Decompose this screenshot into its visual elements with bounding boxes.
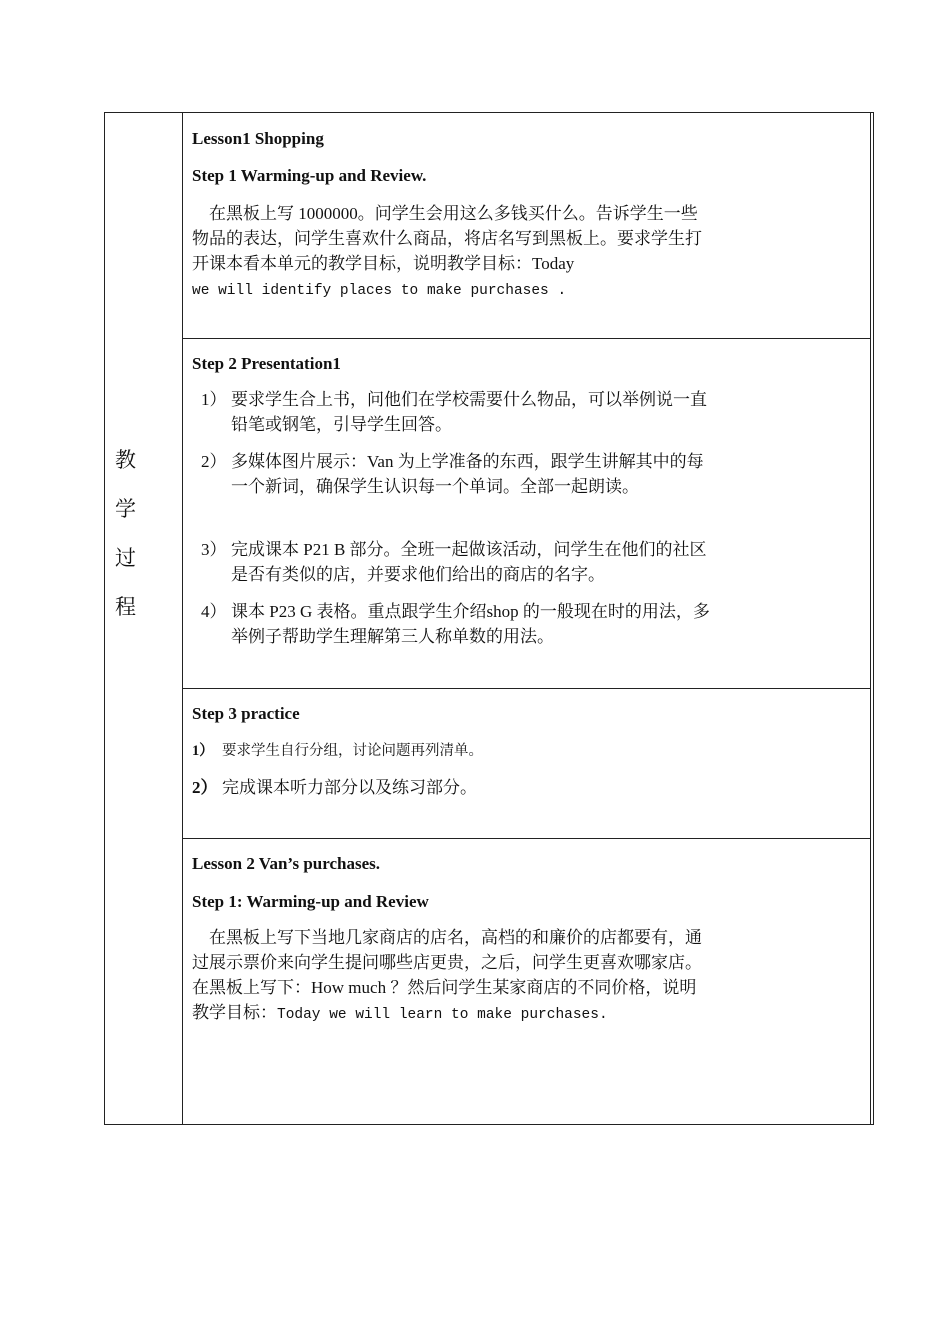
lesson2-paragraph xyxy=(192,925,712,1028)
item-number: 1） xyxy=(201,390,227,409)
step2-item xyxy=(201,599,711,649)
step2-item xyxy=(201,449,711,499)
lesson2-text-a: 在黑板上写下当地几家商店的店名，高档的和廉价的店都要有，通过展示票价来向学生提问哪些店更贵，之后，问学生更喜欢哪家店。在黑板上写下：How much ？然后问学生某家商店的不同价格，说明教学目标： xyxy=(192,928,702,1022)
lesson2-text-b: Today we will learn to make purchases. xyxy=(277,1007,608,1023)
step2-heading: Step 2 Presentation1 xyxy=(192,354,341,373)
item-text: 完成课本听力部分以及练习部分。 xyxy=(222,778,477,797)
item-text: 多媒体图片展示：Van 为上学准备的东西，跟学生讲解其中的每一个新词，确保学生认识每一个单词。全部一起朗读。 xyxy=(231,452,704,496)
step1-paragraph xyxy=(192,201,712,304)
item-number: 3） xyxy=(201,540,227,559)
side-label-char: 过 xyxy=(115,546,136,570)
item-text: 课本 P23 G 表格。重点跟学生介绍shop 的一般现在时的用法，多举例子帮助学生理解第三人称单数的用法。 xyxy=(231,602,710,646)
side-label-char: 教 xyxy=(115,448,136,472)
lesson1-title: Lesson1 Shopping xyxy=(192,129,324,148)
step3-heading: Step 3 practice xyxy=(192,704,300,723)
side-label-char: 学 xyxy=(115,497,136,521)
step3-item xyxy=(192,739,702,764)
item-text: 完成课本 P21 B 部分。全班一起做该活动，问学生在他们的社区是否有类似的店，并要求他们给出的商店的名字。 xyxy=(231,540,707,584)
step3-item xyxy=(192,775,702,800)
step3-cell xyxy=(183,689,871,839)
lesson2-step1-heading: Step 1: Warming-up and Review xyxy=(192,892,429,911)
item-number: 2） xyxy=(201,452,227,471)
item-number: 2） xyxy=(192,778,218,797)
item-text: 要求学生合上书，问他们在学校需要什么物品，可以举例说一直铅笔或钢笔，引导学生回答。 xyxy=(231,390,707,434)
item-number: 1） xyxy=(192,743,214,759)
step1-text: 在黑板上写 1000000。问学生会用这么多钱买什么。告诉学生一些物品的表达，问学生喜欢什么商品，将店名写到黑板上。要求学生打开课本看本单元的教学目标，说明教学目标：Today xyxy=(192,204,702,273)
step1-text-mono: we will identify places to make purchases . xyxy=(192,283,567,299)
lesson1-step1-cell xyxy=(183,113,871,339)
step2-item xyxy=(201,387,711,437)
step1-heading: Step 1 Warming-up and Review. xyxy=(192,166,427,185)
lesson2-cell xyxy=(183,839,871,1124)
item-text: 要求学生自行分组，讨论问题再列清单。 xyxy=(222,743,483,759)
step2-item xyxy=(201,537,711,587)
step2-cell xyxy=(183,339,871,689)
item-number: 4） xyxy=(201,602,227,621)
side-label-char: 程 xyxy=(115,595,136,619)
lesson-plan-table xyxy=(104,112,874,1125)
lesson2-title: Lesson 2 Van’s purchases. xyxy=(192,854,381,873)
section-label-column xyxy=(105,113,183,1124)
